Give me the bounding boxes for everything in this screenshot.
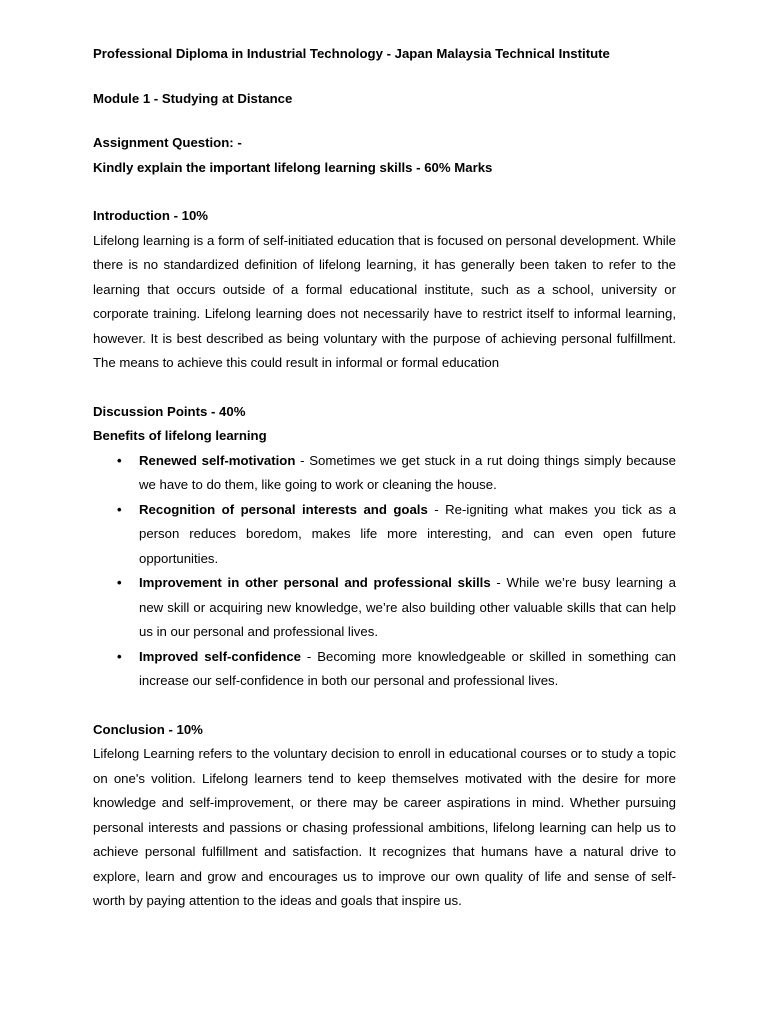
benefit-term: Renewed self-motivation — [139, 452, 296, 468]
assignment-question: Kindly explain the important lifelong learning skills - 60% Marks — [93, 159, 493, 175]
spacer — [93, 67, 676, 87]
list-item — [93, 449, 676, 498]
bullet-icon: • — [117, 648, 122, 664]
list-item — [93, 571, 676, 645]
bullet-icon: • — [117, 501, 122, 517]
discussion-heading: Discussion Points - 40% — [93, 403, 246, 419]
conclusion-text: Lifelong Learning refers to the voluntary decision to enroll in educational courses or to study a topic on one's volition. Lifelong learners tend to keep themselves motivated with the desire for more knowledge and self-improvement, or there may be career aspirations in mind. Whether pursuing personal interests and passions or chasing professional ambitions, lifelong learning can help us to achieve personal fulfillment and satisfaction. It recognizes that humans have a natural drive to explore, learn and grow and encourages us to improve our own quality of life and sense of self-worth by paying attention to the ideas and goals that inspire us. — [93, 746, 676, 908]
benefit-description: - Re-igniting what makes you tick as a person reduces boredom, makes life more interesting, and can even open future opportunities. — [139, 501, 677, 566]
benefit-description: - Becoming more knowledgeable or skilled in something can increase our self-confidence in both our personal and professional lives. — [139, 648, 676, 688]
spacer — [93, 111, 676, 131]
introduction-heading: Introduction - 10% — [93, 208, 209, 223]
benefits-list — [93, 449, 676, 694]
benefit-description: - While we’re busy learning a new skill or acquiring new knowledge, we’re also building other valuable skills that can help us in our personal and professional lives. — [139, 575, 676, 639]
spacer — [93, 180, 676, 204]
module-title: Module 1 - Studying at Distance — [93, 90, 293, 106]
discussion-subheading: Benefits of lifelong learning — [93, 428, 267, 443]
bullet-icon: • — [117, 452, 122, 468]
conclusion-heading: Conclusion - 10% — [93, 721, 203, 737]
bullet-icon: • — [117, 575, 122, 590]
document-title: Professional Diploma in Industrial Technology - Japan Malaysia Technical Institute — [93, 46, 610, 61]
benefit-term: Improved self-confidence — [139, 648, 301, 664]
spacer — [93, 376, 676, 400]
assignment-label: Assignment Question: - — [93, 135, 242, 150]
benefit-term: Improvement in other personal and professional skills — [139, 575, 491, 590]
benefit-description: - Sometimes we get stuck in a rut doing things simply because we have to do them, like going to work or cleaning the house. — [139, 452, 676, 492]
benefit-term: Recognition of personal interests and goals — [139, 501, 428, 517]
spacer — [93, 694, 676, 718]
list-item — [93, 645, 676, 694]
introduction-text: Lifelong learning is a form of self-initiated education that is focused on personal development. While there is no standardized definition of lifelong learning, it has generally been taken to refer to the learning that occurs outside of a formal educational institute, such as a school, university or corporate training. Lifelong learning does not necessarily have to restrict itself to informal learning, however. It is best described as being voluntary with the purpose of achieving personal fulfillment. The means to achieve this could result in informal or formal education — [93, 232, 676, 370]
list-item — [93, 498, 676, 572]
document-page — [93, 42, 676, 914]
